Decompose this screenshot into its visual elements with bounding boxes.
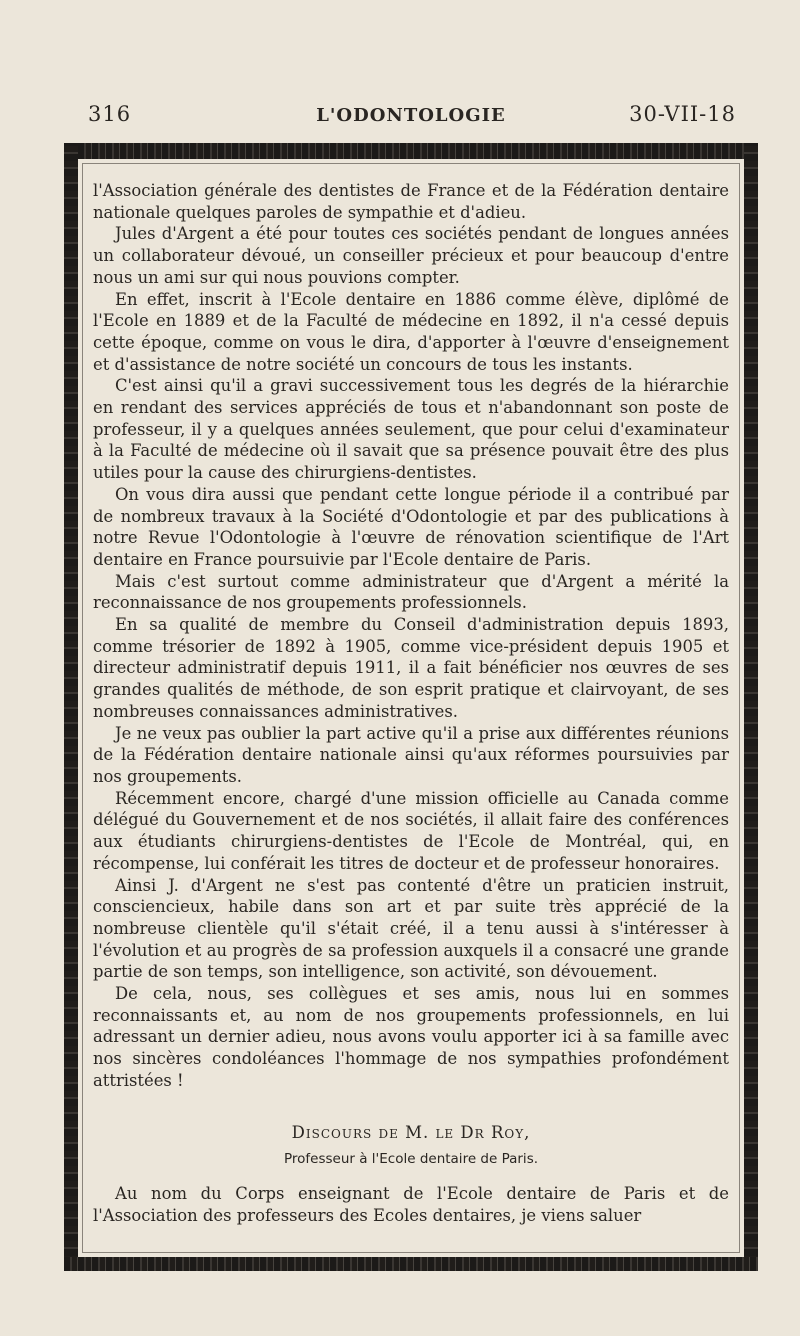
paragraph: Je ne veux pas oublier la part active qu'il a prise aux différentes réunions de la Fédération dentaire nationale ainsi qu'aux réformes poursuivies par nos groupements. [93,723,729,786]
paragraph: Récemment encore, chargé d'une mission officielle au Canada comme délégué du Gouvernement et de nos sociétés, il allait faire des conférences aux étudiants chirurgiens-dentistes de l'Ecole de Montréal, qui, en récompense, lui conférait les titres de docteur et de professeur honoraires. [93,788,729,873]
closing-paragraph-block [93,1183,729,1226]
paragraph: En effet, inscrit à l'Ecole dentaire en 1886 comme élève, diplômé de l'Ecole en 1889 et de la Faculté de médecine en 1892, il n'a cessé depuis cette époque, comme on vous le dira, d'apporter à l'œuvre d'enseignement et d'assistance de notre société un concours de tous les instants. [93,289,729,374]
article-body [93,180,729,1092]
paragraph: De cela, nous, ses collègues et ses amis, nous lui en sommes reconnaissants et, au nom de nos groupements professionnels, en lui adressant un dernier adieu, nous avons voulu apporter ici à sa famille avec nos sincères condoléances l'hommage de nos sympathies profondément attristées ! [93,984,729,1090]
paragraph: Au nom du Corps enseignant de l'Ecole dentaire de Paris et de l'Association des professeurs des Ecoles dentaires, je viens saluer [93,1184,729,1225]
running-header [86,100,736,134]
issue-date: 30-VII-18 [629,102,736,126]
border-left [64,143,78,1271]
paragraph: Jules d'Argent a été pour toutes ces sociétés pendant de longues années un collaborateur dévoué, un conseiller précieux et pour beaucoup d'entre nous un ami sur qui nous pouvions compter. [93,224,729,287]
paragraph: C'est ainsi qu'il a gravi successivement tous les degrés de la hiérarchie en rendant des services appréciés de tous et n'abandonnant son poste de professeur, il y a quelques années seulement, que pour celui d'examinateur à la Faculté de médecine où il savait que sa présence pouvait être des plus utiles pour la cause des chirurgiens-dentistes. [93,376,729,483]
paragraph: En sa qualité de membre du Conseil d'administration depuis 1893, comme trésorier de 1892 à 1905, comme vice-président depuis 1905 et directeur administratif depuis 1911, il a fait bénéficier nos œuvres de ses grandes qualités de méthode, de son esprit pratique et clairvoyant, de ses nombreuses connaissances administratives. [93,615,729,721]
paragraph: Ainsi J. d'Argent ne s'est pas contenté d'être un praticien instruit, consciencieux, habile dans son art et par suite très apprécié de la nombreuse clientèle qu'il s'était créé, il a tenu aussi à s'intéresser à l'évolution et au progrès de sa profession auxquels il a consacré une grande partie de son temps, son intelligence, son activité, son dévouement. [93,875,729,982]
discours-title: Discours de M. le Dr Roy, [291,1123,531,1142]
discours-subtitle: Professeur à l'Ecole dentaire de Paris. [283,1151,539,1167]
journal-title: L'ODONTOLOGIE [316,105,506,126]
paragraph: Mais c'est surtout comme administrateur que d'Argent a mérité la reconnaissance de nos groupements professionnels. [93,571,729,613]
page-number: 316 [88,102,132,126]
border-bottom [64,1257,758,1271]
border-right [744,143,758,1271]
paragraph: On vous dira aussi que pendant cette longue période il a contribué par de nombreux travaux à la Société d'Odontologie et par des publications à notre Revue l'Odontologie à l'œuvre de rénovation scientifique de l'Art dentaire en France poursuivie par l'Ecole dentaire de Paris. [93,484,729,569]
border-top [64,143,758,159]
paragraph: l'Association générale des dentistes de France et de la Fédération dentaire nationale quelques paroles de sympathie et d'adieu. [93,181,729,222]
